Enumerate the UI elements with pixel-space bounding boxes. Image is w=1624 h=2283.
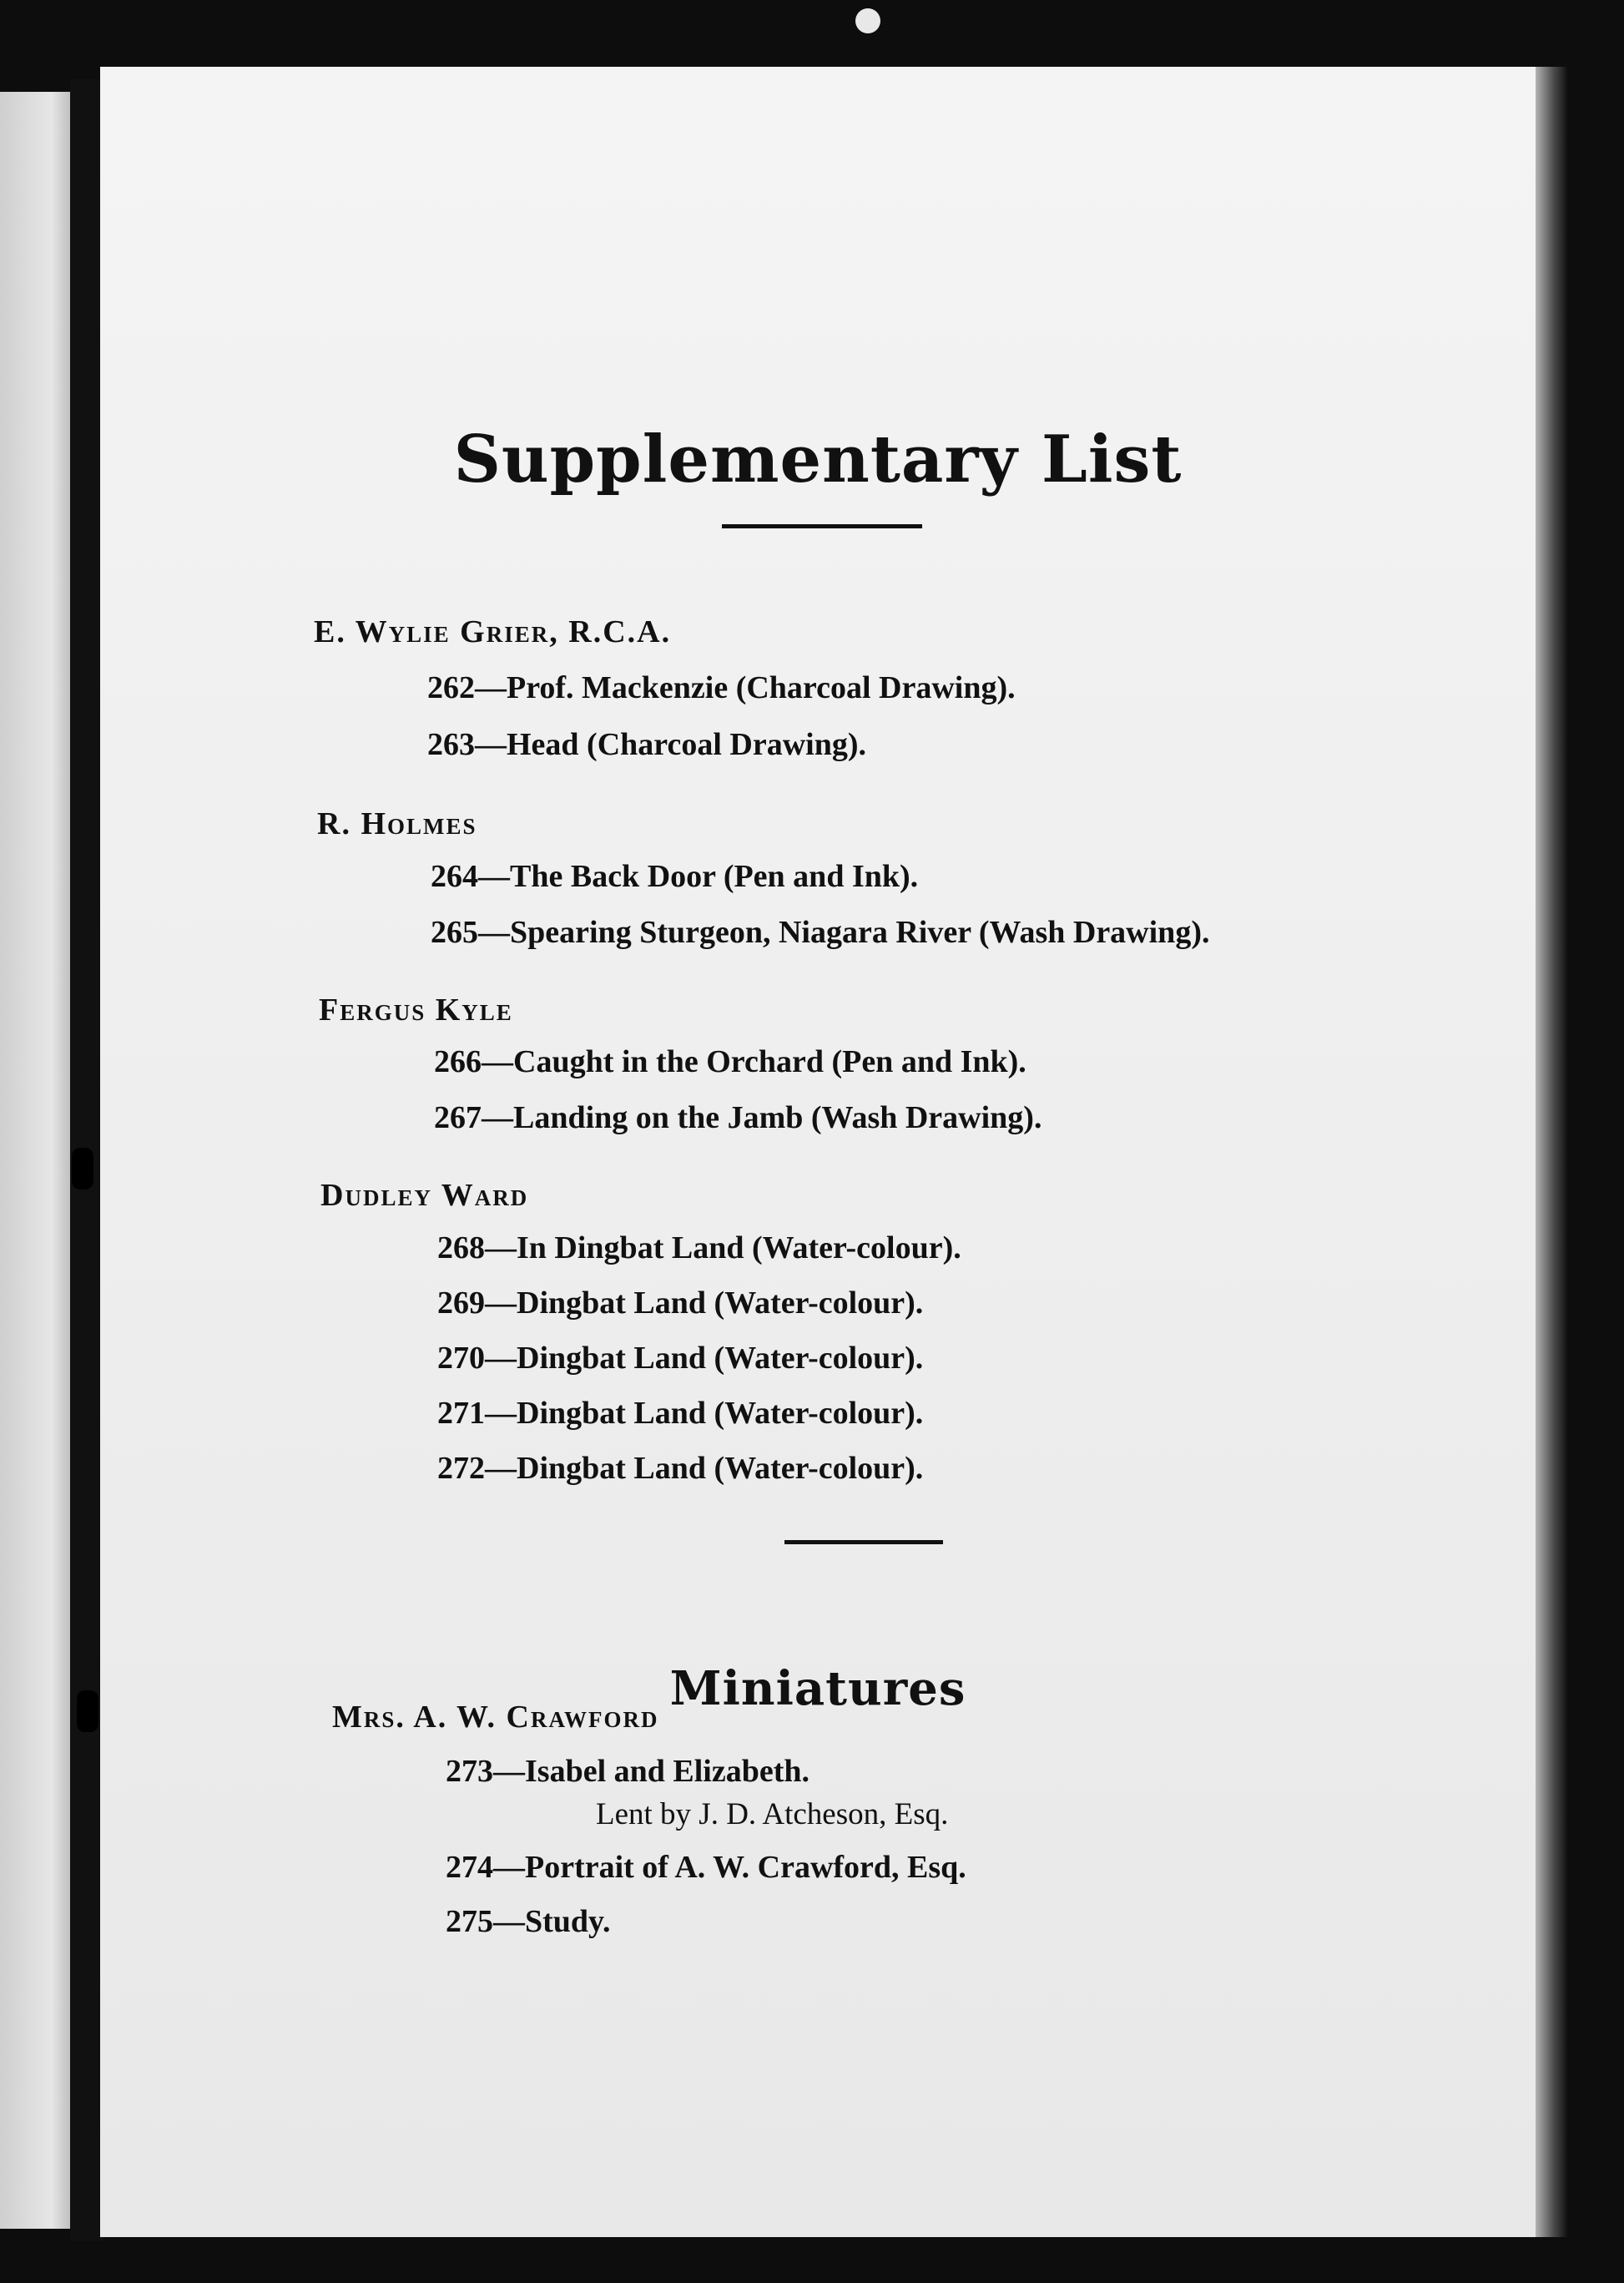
artist-name: Dudley Ward: [320, 1178, 529, 1213]
catalogue-entry: 275—Study.: [446, 1904, 611, 1939]
catalogue-entry: 273—Isabel and Elizabeth.: [446, 1754, 810, 1789]
catalogue-entry: 267—Landing on the Jamb (Wash Drawing).: [434, 1100, 1042, 1135]
catalogue-entry: 264—The Back Door (Pen and Ink).: [431, 859, 919, 894]
page-title: Supplementary List: [453, 422, 1183, 498]
catalogue-entry: 274—Portrait of A. W. Crawford, Esq.: [446, 1850, 966, 1885]
artist-name: E. Wylie Grier, R.C.A.: [314, 614, 672, 649]
artist-name: R. Holmes: [317, 806, 477, 841]
catalogue-entry: 263—Head (Charcoal Drawing).: [427, 727, 866, 762]
lender-note: Lent by J. D. Atcheson, Esq.: [596, 1797, 949, 1831]
artist-name: Mrs. A. W. Crawford: [332, 1700, 659, 1735]
catalogue-entry: 269—Dingbat Land (Water-colour).: [437, 1285, 924, 1321]
catalogue-entry: 265—Spearing Sturgeon, Niagara River (Wash Drawing).: [431, 915, 1210, 950]
right-page-edge: [1534, 67, 1567, 2237]
binding-knot: [77, 1690, 98, 1732]
section-divider: [784, 1540, 943, 1544]
title-rule: [722, 524, 922, 528]
binding-spine: [70, 79, 103, 2241]
catalogue-entry: 266—Caught in the Orchard (Pen and Ink).: [434, 1044, 1026, 1079]
artist-name: Fergus Kyle: [319, 992, 513, 1028]
film-speck: [855, 8, 880, 33]
left-page-edge: [0, 92, 73, 2229]
catalogue-entry: 268—In Dingbat Land (Water-colour).: [437, 1230, 961, 1265]
catalogue-entry: 262—Prof. Mackenzie (Charcoal Drawing).: [427, 670, 1016, 705]
binding-knot: [72, 1148, 93, 1189]
catalogue-page: [100, 67, 1536, 2237]
miniatures-heading: Miniatures: [669, 1661, 966, 1716]
catalogue-entry: 270—Dingbat Land (Water-colour).: [437, 1341, 924, 1376]
catalogue-entry: 271—Dingbat Land (Water-colour).: [437, 1396, 924, 1431]
catalogue-entry: 272—Dingbat Land (Water-colour).: [437, 1451, 924, 1486]
